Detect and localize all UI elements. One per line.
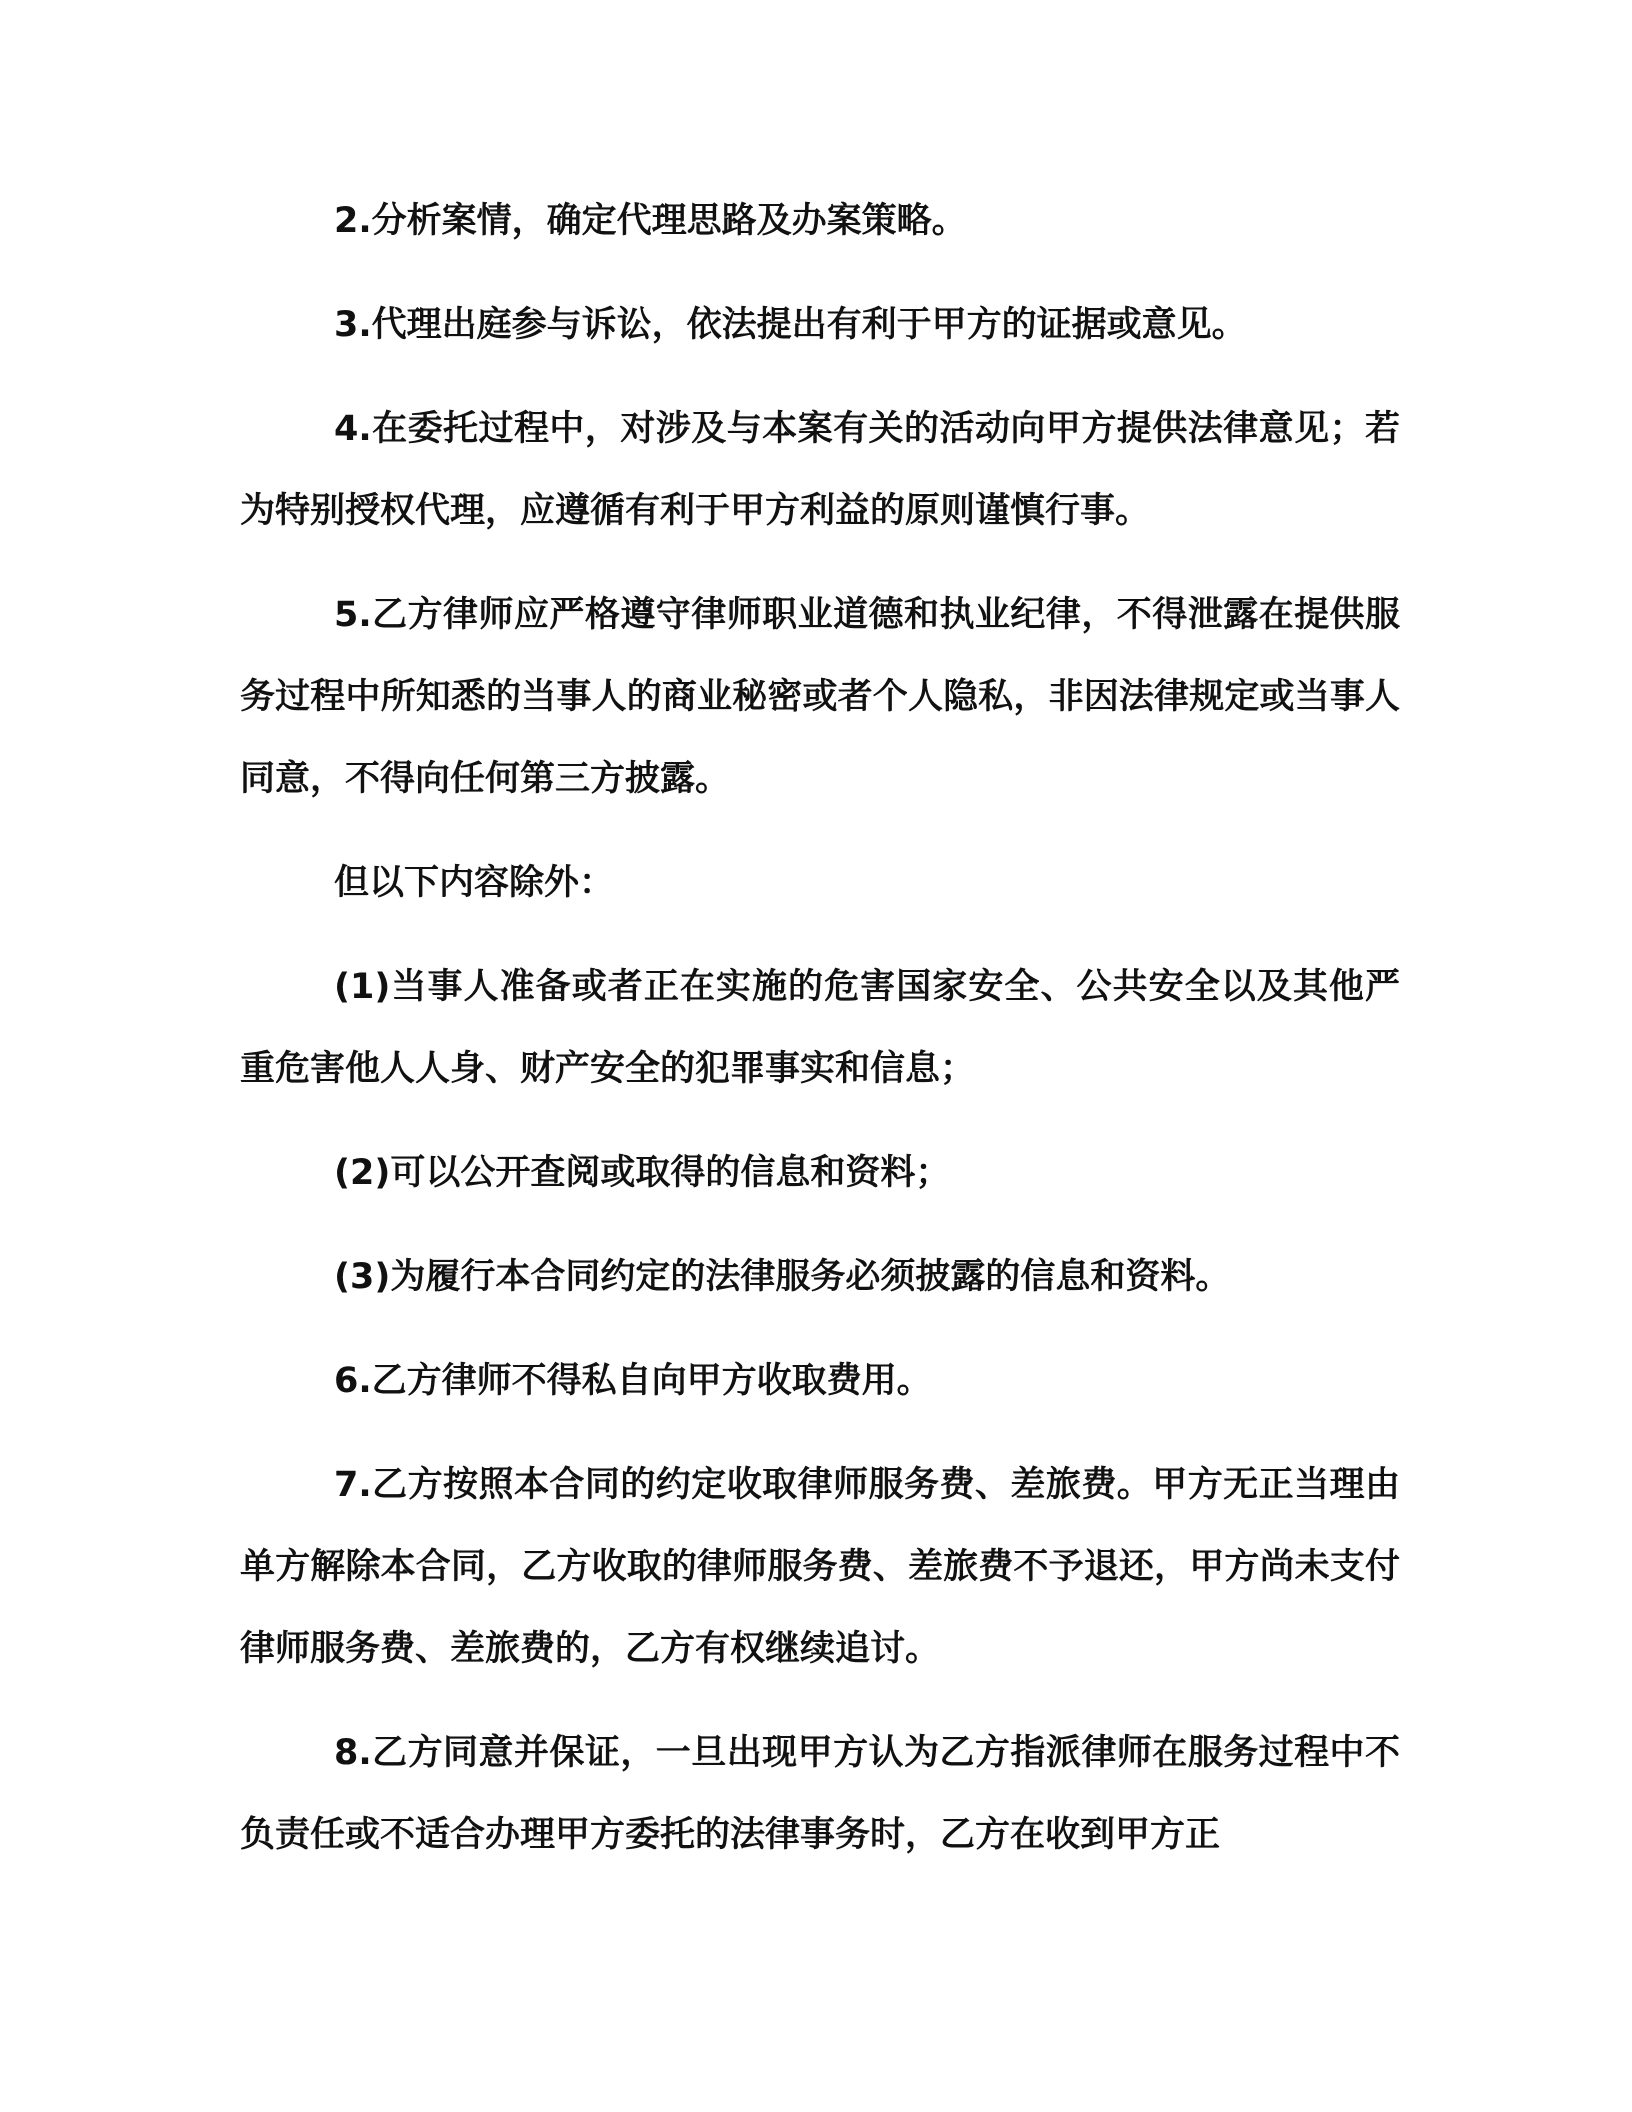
clause-2: 2.分析案情，确定代理思路及办案策略。	[334, 201, 967, 241]
clause-3: 3.代理出庭参与诉讼，依法提出有利于甲方的证据或意见。	[334, 305, 1247, 345]
exception-2: (2)可以公开查阅或取得的信息和资料；	[334, 1153, 951, 1193]
clause-5: 5.乙方律师应严格遵守律师职业道德和执业纪律，不得泄露在提供服务过程中所知悉的当事人的商业秘密或者个人隐私，非因法律规定或当事人同意，不得向任何第三方披露。	[240, 595, 1400, 799]
exception-1: (1)当事人准备或者正在实施的危害国家安全、公共安全以及其他严重危害他人人身、财产安全的犯罪事实和信息；	[240, 967, 1400, 1089]
document-body	[240, 180, 1400, 1898]
clause-8: 8.乙方同意并保证，一旦出现甲方认为乙方指派律师在服务过程中不负责任或不适合办理甲方委托的法律事务时，乙方在收到甲方正	[240, 1733, 1400, 1855]
clause-4: 4.在委托过程中，对涉及与本案有关的活动向甲方提供法律意见；若为特别授权代理，应遵循有利于甲方利益的原则谨慎行事。	[240, 409, 1400, 531]
exception-3: (3)为履行本合同约定的法律服务必须披露的信息和资料。	[334, 1257, 1231, 1297]
clause-7: 7.乙方按照本合同的约定收取律师服务费、差旅费。甲方无正当理由单方解除本合同，乙方收取的律师服务费、差旅费不予退还，甲方尚未支付律师服务费、差旅费的，乙方有权继续追讨。	[240, 1465, 1400, 1669]
exceptions-intro: 但以下内容除外：	[334, 863, 615, 903]
clause-6: 6.乙方律师不得私自向甲方收取费用。	[334, 1361, 932, 1401]
